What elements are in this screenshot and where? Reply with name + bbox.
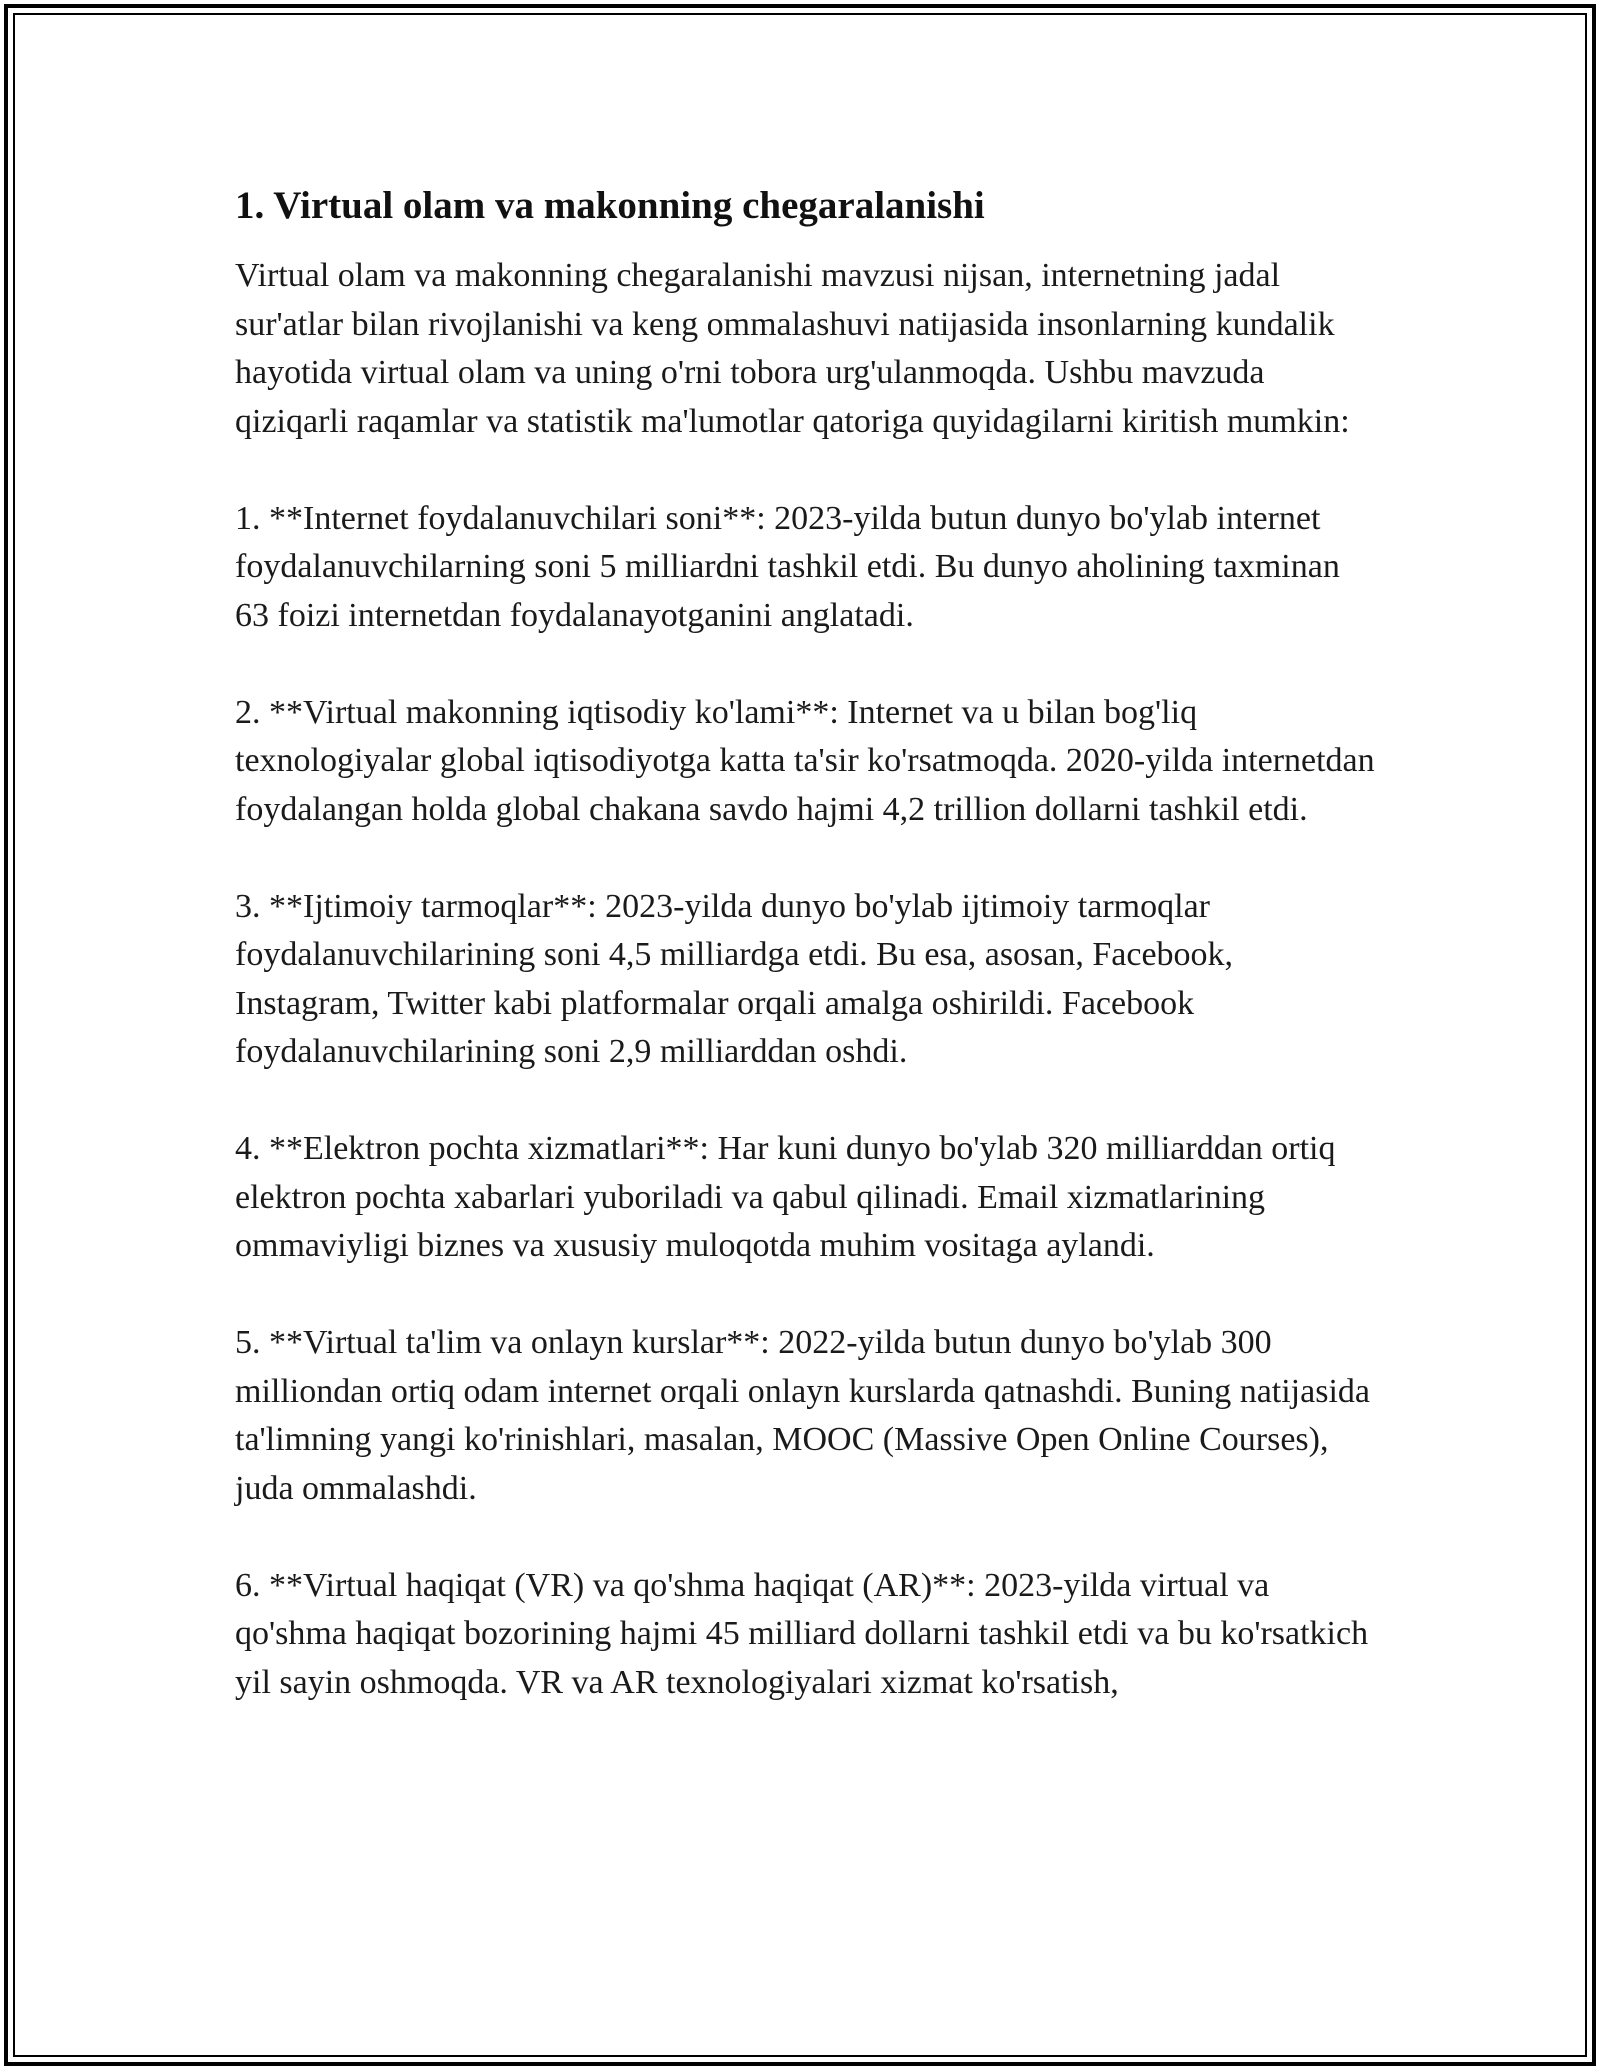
section-title: 1. Virtual olam va makonning chegaralanishi [235,184,985,227]
list-item-email-services: 4. **Elektron pochta xizmatlari**: Har kuni dunyo bo'ylab 320 milliarddan ortiq elektron pochta xabarlari yuboriladi va qabul qilinadi. Email xizmatlarining ommaviyligi biznes va xususiy muloqotda muhim vositaga aylandi. [235,1130,1336,1264]
list-item-vr-ar: 6. **Virtual haqiqat (VR) va qo'shma haqiqat (AR)**: 2023-yilda virtual va qo'shma haqiqat bozorining hajmi 45 milliard dollarni tashkil etdi va bu ko'rsatkich yil sayin oshmoqda. VR va AR texnologiyalari xizmat ko'rsatish, [235,1566,1369,1701]
list-item-online-learning: 5. **Virtual ta'lim va onlayn kurslar**: 2022-yilda butun dunyo bo'ylab 300 milliondan ortiq odam internet orqali onlayn kurslarda qatnashdi. Buning natijasida ta'limning yangi ko'rinishlari, masalan, MOOC (Massive Open Online Courses), juda ommalashdi. [235,1324,1370,1507]
list-item-social-networks: 3. **Ijtimoiy tarmoqlar**: 2023-yilda dunyo bo'ylab ijtimoiy tarmoqlar foydalanuvchilarining soni 4,5 milliardga etdi. Bu esa, asosan, Facebook, Instagram, Twitter kabi platformalar orqali amalga oshirildi. Facebook foydalanuvchilarining soni 2,9 milliarddan oshdi. [235,887,1234,1070]
intro-paragraph: Virtual olam va makonning chegaralanishi mavzusi nijsan, internetning jadal sur'atlar bilan rivojlanishi va keng ommalashuvi natijasida insonlarning kundalik hayotida virtual olam va uning o'rni tobora urg'ulanmoqda. Ushbu mavzuda qiziqarli raqamlar va statistik ma'lumotlar qatoriga quyidagilarni kiritish mumkin: [235,257,1350,440]
list-item-internet-users: 1. **Internet foydalanuvchilari soni**: 2023-yilda butun dunyo bo'ylab internet foydalanuvchilarning soni 5 milliardni tashkil etdi. Bu dunyo aholining taxminan 63 foizi internetdan foydalanayotganini anglatadi. [235,499,1340,634]
document-body [235,182,1375,1756]
list-item-economic-scale: 2. **Virtual makonning iqtisodiy ko'lami**: Internet va u bilan bog'liq texnologiyalar global iqtisodiyotga katta ta'sir ko'rsatmoqda. 2020-yilda internetdan foydalangan holda global chakana savdo hajmi 4,2 trillion dollarni tashkil etdi. [235,693,1375,828]
